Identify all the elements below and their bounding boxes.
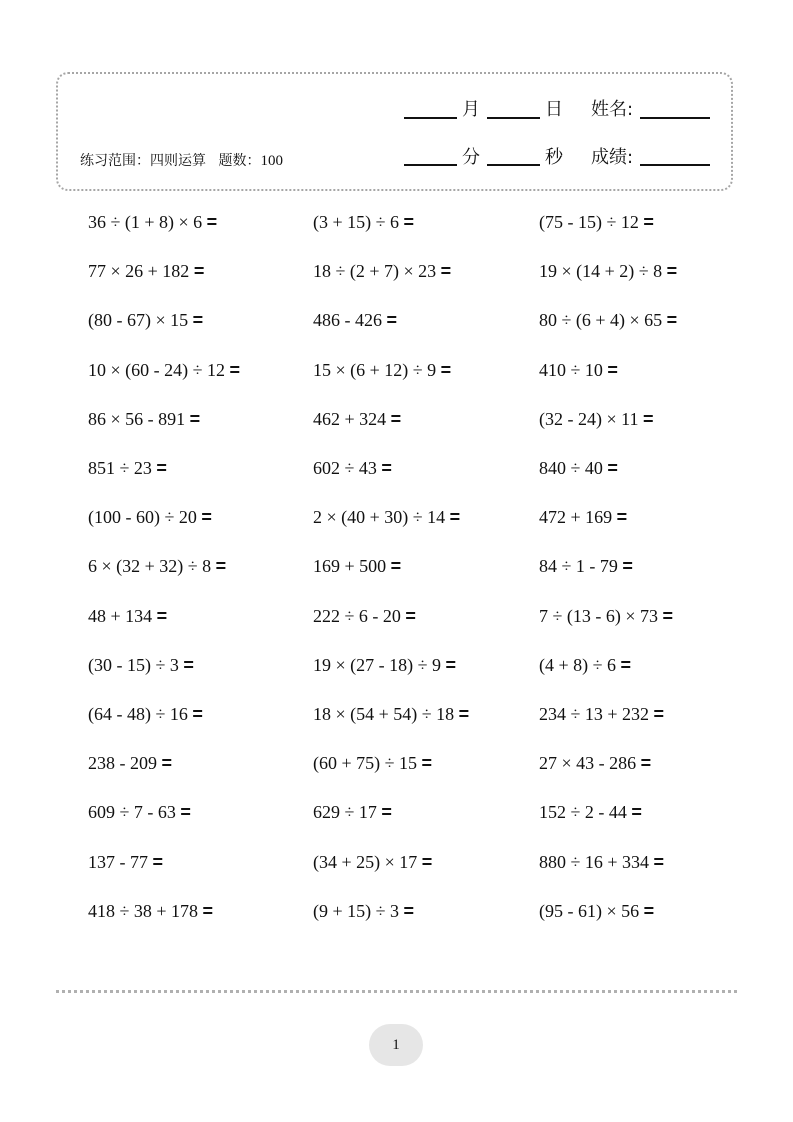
problem-item bbox=[313, 309, 397, 331]
month-label: 月 bbox=[462, 99, 480, 120]
problem-expression: 234 ÷ 13 + 232 bbox=[539, 704, 650, 724]
problem-item bbox=[313, 211, 414, 233]
problem-item bbox=[313, 851, 432, 873]
problem-expression: 462 + 324 bbox=[313, 409, 387, 429]
problem-item bbox=[313, 703, 469, 725]
problem-item bbox=[539, 851, 664, 873]
problem-expression: 880 ÷ 16 + 334 bbox=[539, 852, 650, 872]
equals-sign: = bbox=[607, 458, 618, 478]
problem-expression: 629 ÷ 17 bbox=[313, 802, 377, 822]
problem-expression: 152 ÷ 2 - 44 bbox=[539, 802, 627, 822]
problem-item bbox=[313, 654, 456, 676]
equals-sign: = bbox=[152, 852, 164, 872]
equals-sign: = bbox=[405, 606, 416, 626]
equals-sign: = bbox=[640, 753, 652, 773]
problem-expression: 486 - 426 bbox=[313, 310, 382, 330]
problem-expression: 222 ÷ 6 - 20 bbox=[313, 606, 401, 626]
equals-sign: = bbox=[192, 310, 204, 330]
equals-sign: = bbox=[229, 360, 241, 380]
problem-expression: 472 + 169 bbox=[539, 507, 613, 527]
problem-expression: 137 - 77 bbox=[88, 852, 148, 872]
equals-sign: = bbox=[183, 655, 194, 675]
problem-expression: 10 × (60 - 24) ÷ 12 bbox=[88, 360, 226, 380]
problem-item bbox=[88, 359, 240, 381]
equals-sign: = bbox=[381, 802, 392, 822]
problem-item bbox=[88, 703, 203, 725]
name-blank[interactable] bbox=[640, 117, 710, 119]
problem-item bbox=[539, 605, 673, 627]
problem-expression: (34 + 25) × 17 bbox=[313, 852, 418, 872]
problem-item bbox=[313, 260, 451, 282]
problem-expression: 48 + 134 bbox=[88, 606, 153, 626]
equals-sign: = bbox=[193, 261, 205, 281]
equals-sign: = bbox=[445, 655, 457, 675]
problem-item bbox=[88, 605, 167, 627]
equals-sign: = bbox=[161, 753, 173, 773]
problem-expression: 609 ÷ 7 - 63 bbox=[88, 802, 176, 822]
minute-blank[interactable] bbox=[404, 164, 457, 166]
problem-expression: 86 × 56 - 891 bbox=[88, 409, 186, 429]
problem-item bbox=[88, 211, 217, 233]
problem-expression: 18 × (54 + 54) ÷ 18 bbox=[313, 704, 455, 724]
count-value: 100 bbox=[260, 153, 283, 169]
problem-item bbox=[88, 801, 191, 823]
problem-expression: (75 - 15) ÷ 12 bbox=[539, 212, 639, 232]
problem-expression: 15 × (6 + 12) ÷ 9 bbox=[313, 360, 437, 380]
equals-sign: = bbox=[189, 409, 201, 429]
problem-expression: 851 ÷ 23 bbox=[88, 458, 152, 478]
problem-expression: (9 + 15) ÷ 3 bbox=[313, 901, 400, 921]
equals-sign: = bbox=[449, 507, 461, 527]
equals-sign: = bbox=[653, 704, 665, 724]
problem-item bbox=[539, 703, 664, 725]
day-label: 日 bbox=[545, 99, 563, 120]
problem-expression: (80 - 67) × 15 bbox=[88, 310, 189, 330]
problem-expression: 238 - 209 bbox=[88, 753, 157, 773]
problem-item bbox=[313, 506, 460, 528]
equals-sign: = bbox=[156, 606, 168, 626]
equals-sign: = bbox=[666, 261, 678, 281]
problem-item bbox=[539, 752, 651, 774]
equals-sign: = bbox=[643, 212, 654, 232]
equals-sign: = bbox=[202, 901, 214, 921]
problem-item bbox=[539, 900, 654, 922]
problem-expression: 19 × (14 + 2) ÷ 8 bbox=[539, 261, 663, 281]
equals-sign: = bbox=[607, 360, 618, 380]
problem-item bbox=[88, 555, 226, 577]
problem-item bbox=[88, 752, 172, 774]
problem-expression: 18 ÷ (2 + 7) × 23 bbox=[313, 261, 437, 281]
problem-item bbox=[539, 506, 627, 528]
problem-item bbox=[88, 900, 213, 922]
problem-expression: (3 + 15) ÷ 6 bbox=[313, 212, 400, 232]
equals-sign: = bbox=[381, 458, 392, 478]
equals-sign: = bbox=[215, 556, 227, 576]
score-label: 成绩: bbox=[591, 147, 634, 168]
problem-expression: (60 + 75) ÷ 15 bbox=[313, 753, 418, 773]
problem-item bbox=[313, 359, 451, 381]
problem-expression: 410 ÷ 10 bbox=[539, 360, 603, 380]
equals-sign: = bbox=[403, 901, 415, 921]
equals-sign: = bbox=[662, 606, 674, 626]
problem-expression: 169 + 500 bbox=[313, 556, 387, 576]
problem-expression: 418 ÷ 38 + 178 bbox=[88, 901, 199, 921]
equals-sign: = bbox=[616, 507, 628, 527]
equals-sign: = bbox=[421, 852, 433, 872]
problem-item bbox=[539, 654, 631, 676]
problem-expression: 840 ÷ 40 bbox=[539, 458, 603, 478]
problem-item bbox=[539, 211, 654, 233]
practice-scope bbox=[80, 150, 283, 170]
problem-item bbox=[539, 309, 677, 331]
equals-sign: = bbox=[386, 310, 398, 330]
second-blank[interactable] bbox=[487, 164, 540, 166]
equals-sign: = bbox=[201, 507, 212, 527]
name-label: 姓名: bbox=[591, 99, 634, 120]
footer-divider bbox=[56, 990, 737, 993]
problem-item bbox=[539, 457, 618, 479]
problem-item bbox=[313, 801, 392, 823]
problem-expression: 6 × (32 + 32) ÷ 8 bbox=[88, 556, 212, 576]
problem-item bbox=[539, 408, 653, 430]
equals-sign: = bbox=[642, 409, 654, 429]
problem-item bbox=[88, 851, 163, 873]
problem-item bbox=[88, 506, 212, 528]
equals-sign: = bbox=[653, 852, 665, 872]
equals-sign: = bbox=[440, 360, 452, 380]
scope-label: 练习范围：四则运算 bbox=[80, 153, 206, 169]
equals-sign: = bbox=[631, 802, 642, 822]
problem-expression: (64 - 48) ÷ 16 bbox=[88, 704, 188, 724]
problem-expression: (4 + 8) ÷ 6 bbox=[539, 655, 617, 675]
problem-item bbox=[313, 408, 401, 430]
problem-item bbox=[313, 900, 414, 922]
problem-expression: 27 × 43 - 286 bbox=[539, 753, 637, 773]
equals-sign: = bbox=[192, 704, 203, 724]
problem-expression: (95 - 61) × 56 bbox=[539, 901, 640, 921]
header-box bbox=[56, 72, 733, 191]
problem-item bbox=[88, 408, 200, 430]
problem-expression: 84 ÷ 1 - 79 bbox=[539, 556, 618, 576]
equals-sign: = bbox=[390, 556, 402, 576]
problem-expression: (100 - 60) ÷ 20 bbox=[88, 507, 197, 527]
count-label: 题数： bbox=[218, 153, 261, 169]
problem-item bbox=[313, 752, 432, 774]
equals-sign: = bbox=[440, 261, 452, 281]
equals-sign: = bbox=[421, 753, 433, 773]
problem-expression: 80 ÷ (6 + 4) × 65 bbox=[539, 310, 663, 330]
equals-sign: = bbox=[180, 802, 191, 822]
equals-sign: = bbox=[458, 704, 470, 724]
problem-expression: 77 × 26 + 182 bbox=[88, 261, 190, 281]
problem-item bbox=[539, 801, 642, 823]
problem-item bbox=[313, 555, 401, 577]
problem-expression: 2 × (40 + 30) ÷ 14 bbox=[313, 507, 446, 527]
score-blank[interactable] bbox=[640, 164, 710, 166]
equals-sign: = bbox=[643, 901, 655, 921]
problem-expression: 36 ÷ (1 + 8) × 6 bbox=[88, 212, 203, 232]
second-label: 秒 bbox=[545, 147, 563, 168]
minute-label: 分 bbox=[462, 147, 480, 168]
problem-item bbox=[539, 260, 677, 282]
equals-sign: = bbox=[156, 458, 167, 478]
problem-item bbox=[88, 260, 204, 282]
equals-sign: = bbox=[622, 556, 633, 576]
problem-expression: (32 - 24) × 11 bbox=[539, 409, 639, 429]
problem-item bbox=[88, 309, 203, 331]
day-blank[interactable] bbox=[487, 117, 540, 119]
equals-sign: = bbox=[403, 212, 415, 232]
problem-expression: (30 - 15) ÷ 3 bbox=[88, 655, 179, 675]
page-number: 1 bbox=[369, 1024, 423, 1066]
equals-sign: = bbox=[390, 409, 402, 429]
equals-sign: = bbox=[620, 655, 632, 675]
problem-item bbox=[539, 555, 633, 577]
equals-sign: = bbox=[666, 310, 678, 330]
month-blank[interactable] bbox=[404, 117, 457, 119]
problem-expression: 19 × (27 - 18) ÷ 9 bbox=[313, 655, 442, 675]
problem-expression: 7 ÷ (13 - 6) × 73 bbox=[539, 606, 659, 626]
problem-item bbox=[88, 654, 194, 676]
problem-item bbox=[539, 359, 618, 381]
problem-item bbox=[313, 605, 416, 627]
equals-sign: = bbox=[206, 212, 218, 232]
problem-item bbox=[88, 457, 167, 479]
problem-item bbox=[313, 457, 392, 479]
problem-expression: 602 ÷ 43 bbox=[313, 458, 377, 478]
